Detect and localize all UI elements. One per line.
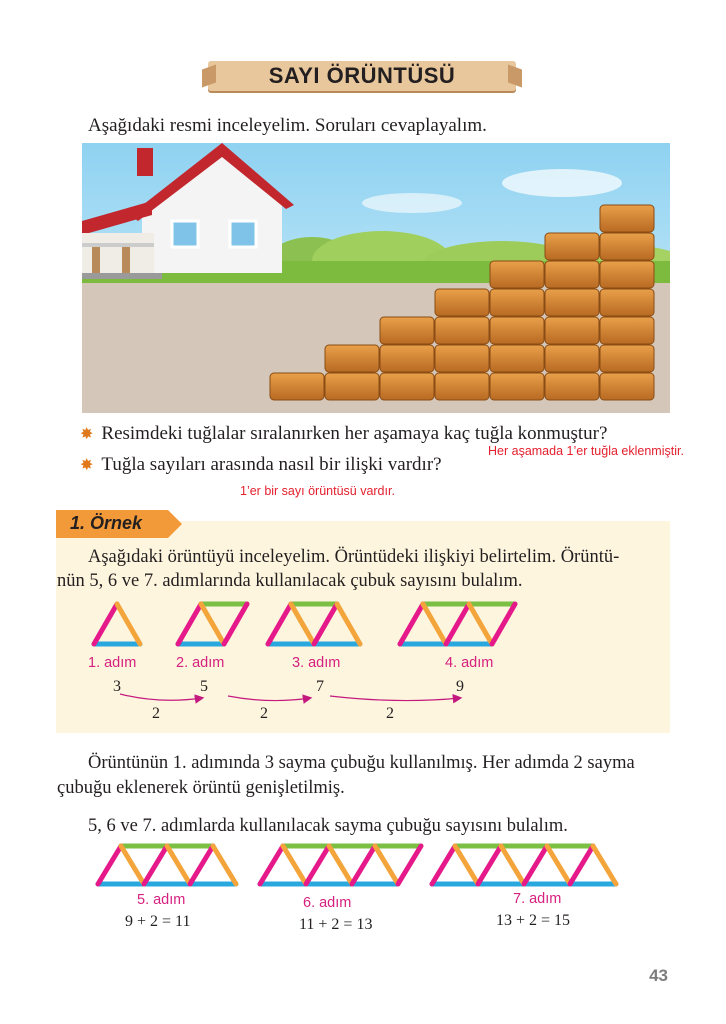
- counting-stick: [98, 846, 121, 884]
- step-1-value: 3: [113, 678, 121, 695]
- counting-stick: [167, 846, 190, 884]
- question-2: [80, 454, 442, 476]
- brick: [490, 345, 544, 372]
- counting-stick: [398, 846, 421, 884]
- step-4-value: 9: [456, 678, 464, 695]
- brick: [325, 345, 379, 372]
- counting-stick: [224, 604, 247, 644]
- brick: [325, 373, 379, 400]
- brick: [545, 373, 599, 400]
- counting-stick: [329, 846, 352, 884]
- difference-arrows: [110, 688, 480, 710]
- difference-1: 2: [152, 705, 160, 722]
- step-2-value: 5: [200, 678, 208, 695]
- brick: [600, 205, 654, 232]
- example-paragraph-line-1: Aşağıdaki örüntüyü inceleyelim. Örüntüdeki ilişkiyi belirtelim. Örüntü-: [88, 547, 620, 567]
- step-7-equation: 13 + 2 = 15: [496, 912, 571, 929]
- counting-stick: [501, 846, 524, 884]
- question-1: [80, 423, 607, 445]
- steps-5-7-figures: [80, 840, 660, 892]
- brick: [600, 233, 654, 260]
- counting-stick: [117, 604, 140, 644]
- arrow-3: [330, 696, 460, 701]
- steps-1-4-figures: [80, 598, 640, 650]
- counting-stick: [314, 604, 337, 644]
- step-3-label: 3. adım: [292, 655, 341, 671]
- counting-stick: [547, 846, 570, 884]
- counting-stick: [178, 604, 201, 644]
- counting-stick: [432, 846, 455, 884]
- bullet-icon: ✸: [80, 426, 94, 443]
- brick: [545, 345, 599, 372]
- difference-3: 2: [386, 705, 394, 722]
- body-line-1: Örüntünün 1. adımında 3 sayma çubuğu kullanılmış. Her adımda 2 sayma: [88, 753, 635, 773]
- arrow-1: [120, 694, 202, 700]
- brick: [435, 345, 489, 372]
- counting-stick: [352, 846, 375, 884]
- body-line-2: çubuğu eklenerek örüntü genişletilmiş.: [57, 778, 345, 798]
- step-6-label: 6. adım: [303, 895, 352, 911]
- brick: [435, 317, 489, 344]
- counting-stick: [337, 604, 360, 644]
- step-6-equation: 11 + 2 = 13: [299, 916, 373, 933]
- brick: [490, 373, 544, 400]
- body-line-3: 5, 6 ve 7. adımlarda kullanılacak sayma çubuğu sayısını bulalım.: [88, 816, 568, 836]
- brick: [545, 233, 599, 260]
- arrow-2: [228, 696, 310, 701]
- counting-stick: [190, 846, 213, 884]
- title-banner: [208, 57, 516, 95]
- counting-stick: [213, 846, 236, 884]
- brick: [380, 317, 434, 344]
- page-number: 43: [649, 966, 668, 985]
- counting-stick: [201, 604, 224, 644]
- counting-stick: [423, 604, 446, 644]
- brick: [380, 373, 434, 400]
- answer-annotation-2: 1’er bir sayı örüntüsü vardır.: [240, 484, 395, 498]
- counting-stick: [306, 846, 329, 884]
- counting-stick: [455, 846, 478, 884]
- counting-stick: [400, 604, 423, 644]
- step-5-label: 5. adım: [137, 892, 186, 908]
- question-2-text: Tuğla sayıları arasında nasıl bir ilişki vardır?: [101, 454, 442, 475]
- counting-stick: [524, 846, 547, 884]
- bullet-icon: ✸: [80, 457, 94, 474]
- example-paragraph-line-2: nün 5, 6 ve 7. adımlarında kullanılacak çubuk sayısını bulalım.: [57, 571, 523, 591]
- brick-scene-illustration: [82, 143, 670, 413]
- counting-stick: [492, 604, 515, 644]
- counting-stick: [268, 604, 291, 644]
- brick: [600, 345, 654, 372]
- step-2-label: 2. adım: [176, 655, 225, 671]
- counting-stick: [121, 846, 144, 884]
- step-3-value: 7: [316, 678, 324, 695]
- brick: [600, 317, 654, 344]
- answer-annotation-1: Her aşamada 1’er tuğla eklenmiştir.: [488, 444, 684, 458]
- brick: [490, 289, 544, 316]
- step-7-label: 7. adım: [513, 891, 562, 907]
- counting-stick: [283, 846, 306, 884]
- brick: [380, 345, 434, 372]
- brick: [545, 261, 599, 288]
- step-5-equation: 9 + 2 = 11: [125, 913, 191, 930]
- counting-stick: [291, 604, 314, 644]
- counting-stick: [144, 846, 167, 884]
- brick: [490, 317, 544, 344]
- difference-2: 2: [260, 705, 268, 722]
- brick: [435, 289, 489, 316]
- brick: [435, 373, 489, 400]
- brick: [490, 261, 544, 288]
- brick: [600, 289, 654, 316]
- step-1-label: 1. adım: [88, 655, 137, 671]
- counting-stick: [593, 846, 616, 884]
- example-tab: [56, 510, 174, 538]
- question-1-text: Resimdeki tuğlalar sıralanırken her aşamaya kaç tuğla konmuştur?: [101, 423, 608, 444]
- intro-text: Aşağıdaki resmi inceleyelim. Soruları cevaplayalım.: [88, 115, 487, 136]
- step-4-label: 4. adım: [445, 655, 494, 671]
- brick: [600, 261, 654, 288]
- counting-stick: [469, 604, 492, 644]
- brick: [600, 373, 654, 400]
- counting-stick: [260, 846, 283, 884]
- counting-stick: [375, 846, 398, 884]
- counting-stick: [570, 846, 593, 884]
- counting-stick: [446, 604, 469, 644]
- scene-svg: [82, 143, 670, 413]
- brick: [545, 289, 599, 316]
- brick: [270, 373, 324, 400]
- page-title: SAYI ÖRÜNTÜSÜ: [268, 63, 456, 88]
- counting-stick: [478, 846, 501, 884]
- brick: [545, 317, 599, 344]
- example-label: 1. Örnek: [70, 513, 143, 533]
- counting-stick: [94, 604, 117, 644]
